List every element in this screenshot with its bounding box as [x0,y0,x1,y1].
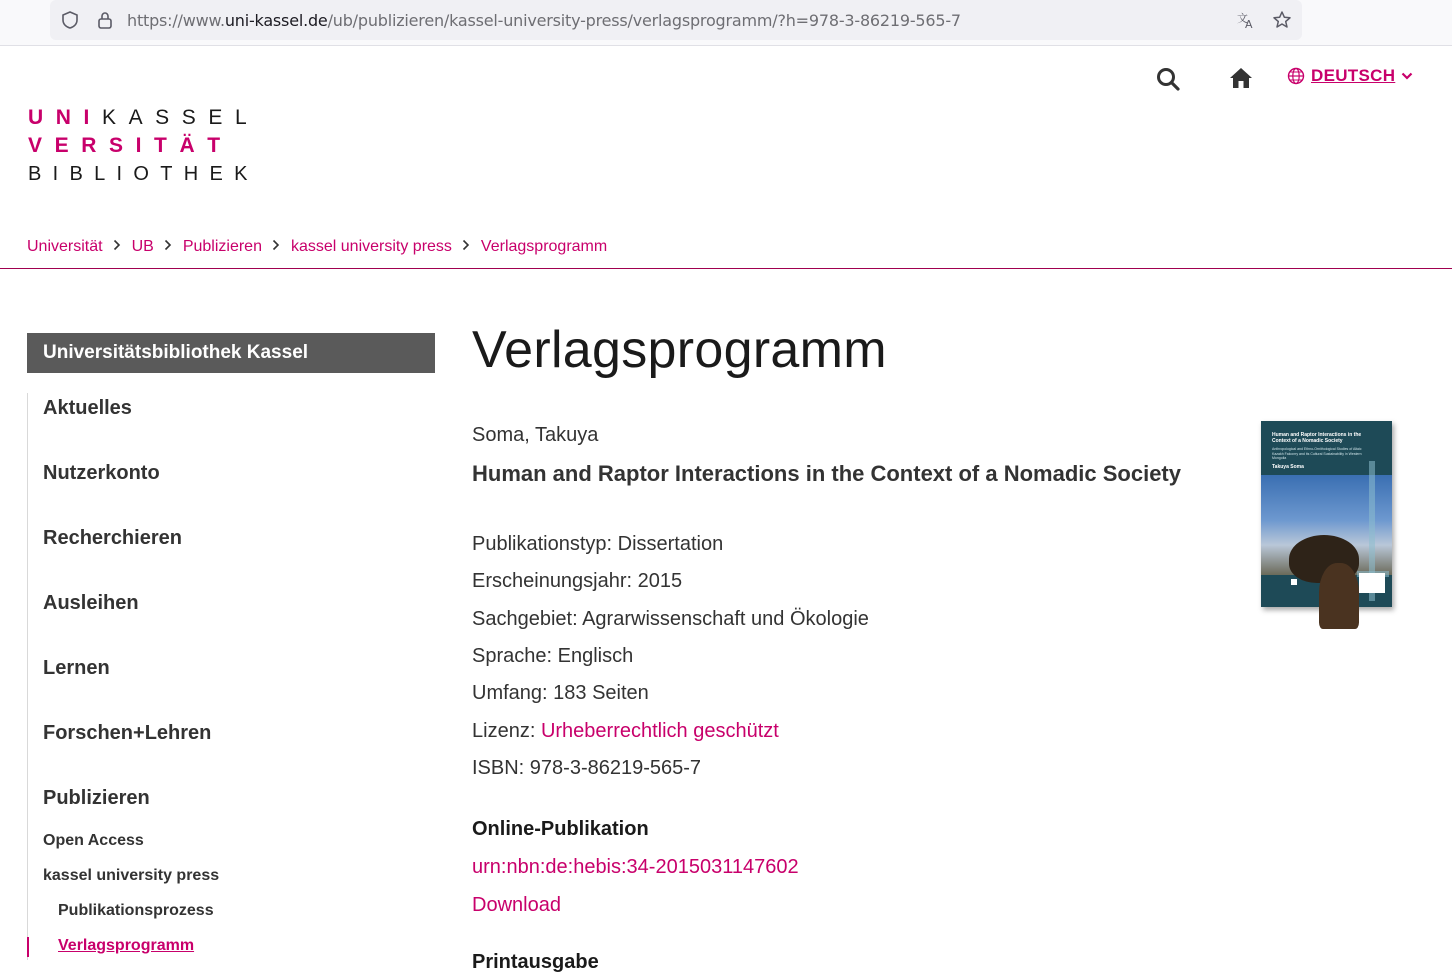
chevron-right-icon [154,238,183,256]
breadcrumb-verlagsprogramm[interactable]: Verlagsprogramm [480,238,608,255]
sidebar-item-open-access[interactable]: Open Access [43,832,144,849]
svg-text:文: 文 [1237,12,1248,25]
logo-uni: UNI [28,106,102,129]
meta-erscheinungsjahr: Erscheinungsjahr: 2015 [472,570,683,592]
sidebar-rule [27,393,28,960]
browser-toolbar [0,0,1452,46]
cover-publisher-mark [1291,579,1297,585]
meta-sprache: Sprache: Englisch [472,645,634,667]
cover-author: Takuya Soma [1272,464,1304,470]
breadcrumb-divider [0,268,1452,269]
chevron-down-icon [1401,71,1413,81]
meta-sachgebiet: Sachgebiet: Agrarwissenschaft und Ökologie [472,608,869,630]
breadcrumb-kup[interactable]: kassel university press [290,238,452,255]
meta-umfang: Umfang: 183 Seiten [472,682,649,704]
breadcrumb-universitaet[interactable]: Universität [27,238,103,255]
chevron-right-icon [103,238,132,256]
lock-icon[interactable] [95,10,115,30]
print-edition-heading: Printausgabe [472,951,599,973]
logo-versitaet: VERSITÄT [28,134,233,157]
page-title: Verlagsprogramm [472,321,887,379]
url-text[interactable]: https://www.uni-kassel.de/ub/publizieren/kassel-university-press/verlagsprogramm/?h=978-3-86219-565-7 [127,11,961,30]
sidebar-active-indicator [27,937,29,957]
sidebar-item-recherchieren[interactable]: Recherchieren [43,527,182,549]
download-link[interactable]: Download [472,894,561,916]
sidebar-item-lernen[interactable]: Lernen [43,657,110,679]
address-bar[interactable] [50,0,1302,40]
meta-isbn: ISBN: 978-3-86219-565-7 [472,757,702,779]
star-icon[interactable] [1272,10,1292,30]
cover-title: Human and Raptor Interactions in the Context of a Nomadic Society [1272,432,1362,444]
cover-series-logo [1359,573,1385,593]
chevron-right-icon [262,238,291,256]
meta-publikationstyp: Publikationstyp: Dissertation [472,533,724,555]
language-label: DEUTSCH [1311,66,1396,85]
online-publication-heading: Online-Publikation [472,818,649,840]
chevron-right-icon [452,238,481,256]
shield-icon[interactable] [60,10,80,30]
breadcrumb [27,238,607,256]
meta-lizenz: Lizenz: Urheberrechtlich geschützt [472,720,779,742]
svg-text:A: A [1245,18,1253,31]
logo-kassel: KASSEL [101,106,260,129]
sidebar-item-kassel-university-press[interactable]: kassel university press [43,867,220,884]
sidebar-item-forschen-lehren[interactable]: Forschen+Lehren [43,722,212,744]
sidebar-item-verlagsprogramm[interactable]: Verlagsprogramm [58,937,195,954]
sidebar-item-ausleihen[interactable]: Ausleihen [43,592,139,614]
translate-icon[interactable] [1236,10,1256,30]
home-icon[interactable] [1229,66,1253,90]
book-cover-image[interactable] [1261,421,1392,607]
sidebar-heading[interactable]: Universitätsbibliothek Kassel [27,333,435,373]
license-link[interactable]: Urheberrechtlich geschützt [540,720,779,742]
breadcrumb-ub[interactable]: UB [131,238,154,255]
sidebar-item-nutzerkonto[interactable]: Nutzerkonto [43,462,160,484]
search-icon[interactable] [1155,66,1181,92]
sidebar-item-publizieren[interactable]: Publizieren [43,787,150,809]
urn-link[interactable]: urn:nbn:de:hebis:34-2015031147602 [472,856,799,878]
book-title: Human and Raptor Interactions in the Context of a Nomadic Society [472,461,1181,486]
sidebar-item-aktuelles[interactable]: Aktuelles [43,397,132,419]
falconer-figure [1319,563,1359,629]
breadcrumb-publizieren[interactable]: Publizieren [182,238,262,255]
uni-kassel-logo[interactable] [28,104,259,188]
globe-icon [1287,67,1305,85]
book-author: Soma, Takuya [472,424,599,446]
logo-bibliothek: BIBLIOTHEK [28,163,259,185]
sidebar-item-publikationsprozess[interactable]: Publikationsprozess [58,902,214,919]
language-selector[interactable] [1287,66,1413,86]
cover-subtitle: Anthropological and Ethno-Ornithological Studies of Altaic Kazakh Falconry and its Cultural Sustainability in Western Mongolia [1272,447,1362,460]
